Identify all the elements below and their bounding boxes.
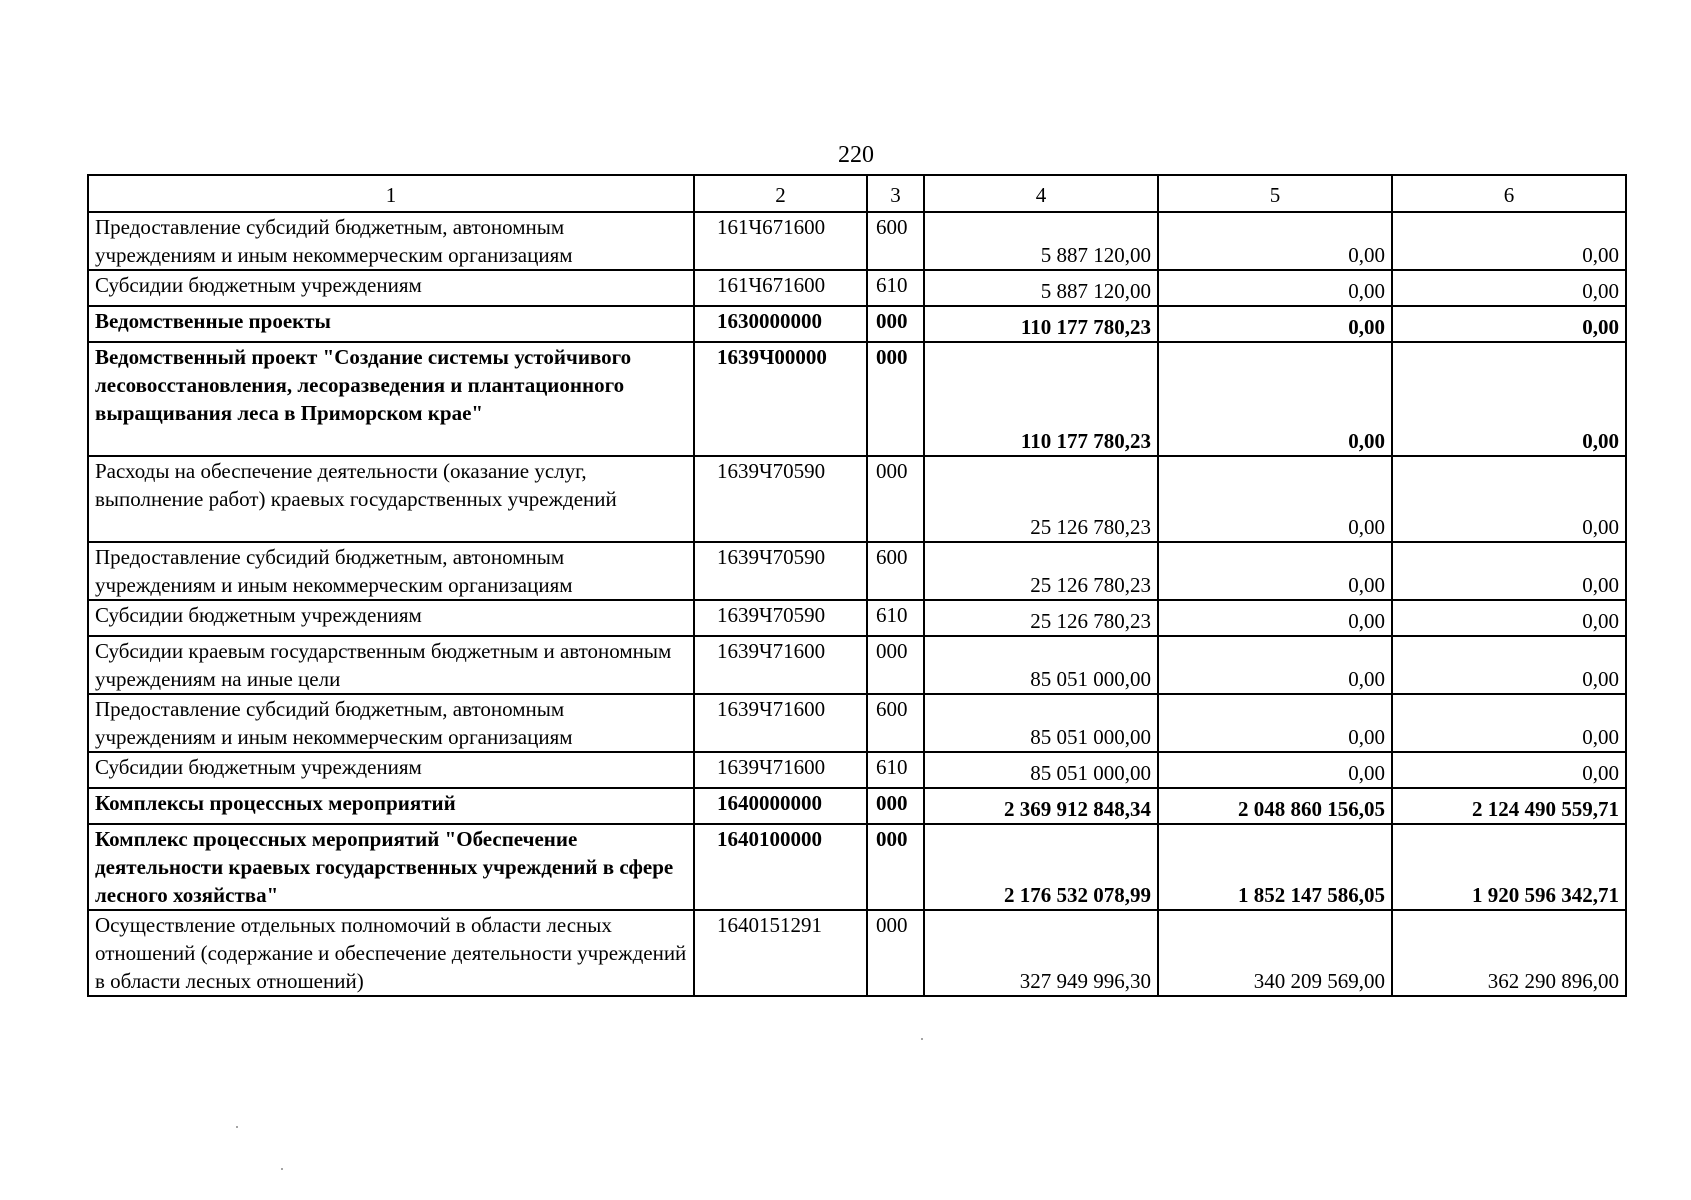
row-code: 1639Ч70590 bbox=[694, 542, 867, 600]
row-value-col-5: 0,00 bbox=[1158, 270, 1392, 306]
row-value-col-5: 0,00 bbox=[1158, 542, 1392, 600]
row-type: 610 bbox=[867, 752, 924, 788]
row-value-col-5: 0,00 bbox=[1158, 636, 1392, 694]
row-type: 000 bbox=[867, 788, 924, 824]
row-name: Субсидии бюджетным учреждениям bbox=[88, 270, 694, 306]
page-number: 220 bbox=[838, 142, 874, 168]
row-type: 000 bbox=[867, 456, 924, 542]
row-value-col-5: 2 048 860 156,05 bbox=[1158, 788, 1392, 824]
table-row bbox=[88, 212, 1626, 270]
row-value-col-6: 2 124 490 559,71 bbox=[1392, 788, 1626, 824]
row-code: 1640151291 bbox=[694, 910, 867, 996]
row-value-col-5: 0,00 bbox=[1158, 600, 1392, 636]
row-value-col-4: 85 051 000,00 bbox=[924, 636, 1158, 694]
table-row bbox=[88, 752, 1626, 788]
row-value-col-6: 0,00 bbox=[1392, 456, 1626, 542]
row-value-col-6: 0,00 bbox=[1392, 270, 1626, 306]
row-code: 1639Ч71600 bbox=[694, 752, 867, 788]
row-type: 600 bbox=[867, 694, 924, 752]
table-row bbox=[88, 306, 1626, 342]
scan-speck bbox=[281, 1168, 283, 1170]
table-row bbox=[88, 910, 1626, 996]
row-name: Предоставление субсидий бюджетным, автономным учреждениям и иным некоммерческим организациям bbox=[88, 694, 694, 752]
row-type: 600 bbox=[867, 212, 924, 270]
table-row bbox=[88, 456, 1626, 542]
header-cell-col-6: 6 bbox=[1392, 175, 1626, 212]
header-cell-col-3: 3 bbox=[867, 175, 924, 212]
table-row bbox=[88, 824, 1626, 910]
row-value-col-6: 0,00 bbox=[1392, 342, 1626, 456]
row-code: 1639Ч71600 bbox=[694, 636, 867, 694]
row-value-col-4: 110 177 780,23 bbox=[924, 306, 1158, 342]
row-name: Расходы на обеспечение деятельности (оказание услуг, выполнение работ) краевых государственных учреждений bbox=[88, 456, 694, 542]
row-value-col-5: 0,00 bbox=[1158, 456, 1392, 542]
row-type: 000 bbox=[867, 342, 924, 456]
row-value-col-4: 25 126 780,23 bbox=[924, 600, 1158, 636]
row-value-col-5: 0,00 bbox=[1158, 342, 1392, 456]
row-value-col-5: 0,00 bbox=[1158, 752, 1392, 788]
table-row bbox=[88, 694, 1626, 752]
row-value-col-6: 0,00 bbox=[1392, 752, 1626, 788]
table-row bbox=[88, 788, 1626, 824]
row-value-col-4: 2 176 532 078,99 bbox=[924, 824, 1158, 910]
table-row bbox=[88, 342, 1626, 456]
header-cell-col-1: 1 bbox=[88, 175, 694, 212]
row-type: 600 bbox=[867, 542, 924, 600]
row-code: 1639Ч00000 bbox=[694, 342, 867, 456]
table-header-row bbox=[88, 175, 1626, 212]
table-row bbox=[88, 270, 1626, 306]
row-name: Предоставление субсидий бюджетным, автономным учреждениям и иным некоммерческим организациям bbox=[88, 542, 694, 600]
row-name: Комплекс процессных мероприятий "Обеспечение деятельности краевых государственных учреждений в сфере лесного хозяйства" bbox=[88, 824, 694, 910]
row-value-col-6: 0,00 bbox=[1392, 694, 1626, 752]
row-value-col-5: 0,00 bbox=[1158, 694, 1392, 752]
row-code: 1630000000 bbox=[694, 306, 867, 342]
row-value-col-4: 110 177 780,23 bbox=[924, 342, 1158, 456]
row-type: 000 bbox=[867, 636, 924, 694]
row-value-col-4: 5 887 120,00 bbox=[924, 212, 1158, 270]
table-row bbox=[88, 636, 1626, 694]
header-cell-col-5: 5 bbox=[1158, 175, 1392, 212]
row-value-col-6: 0,00 bbox=[1392, 306, 1626, 342]
budget-table bbox=[87, 174, 1627, 997]
scan-speck bbox=[921, 1038, 923, 1040]
row-value-col-5: 1 852 147 586,05 bbox=[1158, 824, 1392, 910]
row-code: 161Ч671600 bbox=[694, 212, 867, 270]
row-code: 1640000000 bbox=[694, 788, 867, 824]
row-value-col-6: 0,00 bbox=[1392, 636, 1626, 694]
row-type: 610 bbox=[867, 270, 924, 306]
row-value-col-6: 0,00 bbox=[1392, 542, 1626, 600]
row-type: 610 bbox=[867, 600, 924, 636]
row-name: Субсидии краевым государственным бюджетным и автономным учреждениям на иные цели bbox=[88, 636, 694, 694]
row-name: Предоставление субсидий бюджетным, автономным учреждениям и иным некоммерческим организациям bbox=[88, 212, 694, 270]
row-value-col-6: 0,00 bbox=[1392, 212, 1626, 270]
row-value-col-6: 362 290 896,00 bbox=[1392, 910, 1626, 996]
row-type: 000 bbox=[867, 306, 924, 342]
row-value-col-5: 0,00 bbox=[1158, 212, 1392, 270]
row-value-col-4: 85 051 000,00 bbox=[924, 694, 1158, 752]
row-code: 1639Ч71600 bbox=[694, 694, 867, 752]
row-code: 161Ч671600 bbox=[694, 270, 867, 306]
header-cell-col-2: 2 bbox=[694, 175, 867, 212]
row-value-col-4: 25 126 780,23 bbox=[924, 542, 1158, 600]
row-name: Ведомственный проект "Создание системы устойчивого лесовосстановления, лесоразведения и плантационного выращивания леса в Приморском крае" bbox=[88, 342, 694, 456]
table-row bbox=[88, 600, 1626, 636]
row-value-col-4: 327 949 996,30 bbox=[924, 910, 1158, 996]
row-code: 1640100000 bbox=[694, 824, 867, 910]
scan-speck bbox=[236, 1126, 238, 1128]
row-name: Комплексы процессных мероприятий bbox=[88, 788, 694, 824]
table-row bbox=[88, 542, 1626, 600]
row-type: 000 bbox=[867, 910, 924, 996]
row-value-col-4: 2 369 912 848,34 bbox=[924, 788, 1158, 824]
row-value-col-4: 85 051 000,00 bbox=[924, 752, 1158, 788]
row-code: 1639Ч70590 bbox=[694, 456, 867, 542]
row-value-col-6: 1 920 596 342,71 bbox=[1392, 824, 1626, 910]
row-value-col-6: 0,00 bbox=[1392, 600, 1626, 636]
row-type: 000 bbox=[867, 824, 924, 910]
row-name: Осуществление отдельных полномочий в области лесных отношений (содержание и обеспечение деятельности учреждений в области лесных отношений) bbox=[88, 910, 694, 996]
row-name: Субсидии бюджетным учреждениям bbox=[88, 752, 694, 788]
header-cell-col-4: 4 bbox=[924, 175, 1158, 212]
row-name: Субсидии бюджетным учреждениям bbox=[88, 600, 694, 636]
row-value-col-5: 340 209 569,00 bbox=[1158, 910, 1392, 996]
row-value-col-5: 0,00 bbox=[1158, 306, 1392, 342]
row-value-col-4: 5 887 120,00 bbox=[924, 270, 1158, 306]
row-code: 1639Ч70590 bbox=[694, 600, 867, 636]
row-name: Ведомственные проекты bbox=[88, 306, 694, 342]
row-value-col-4: 25 126 780,23 bbox=[924, 456, 1158, 542]
